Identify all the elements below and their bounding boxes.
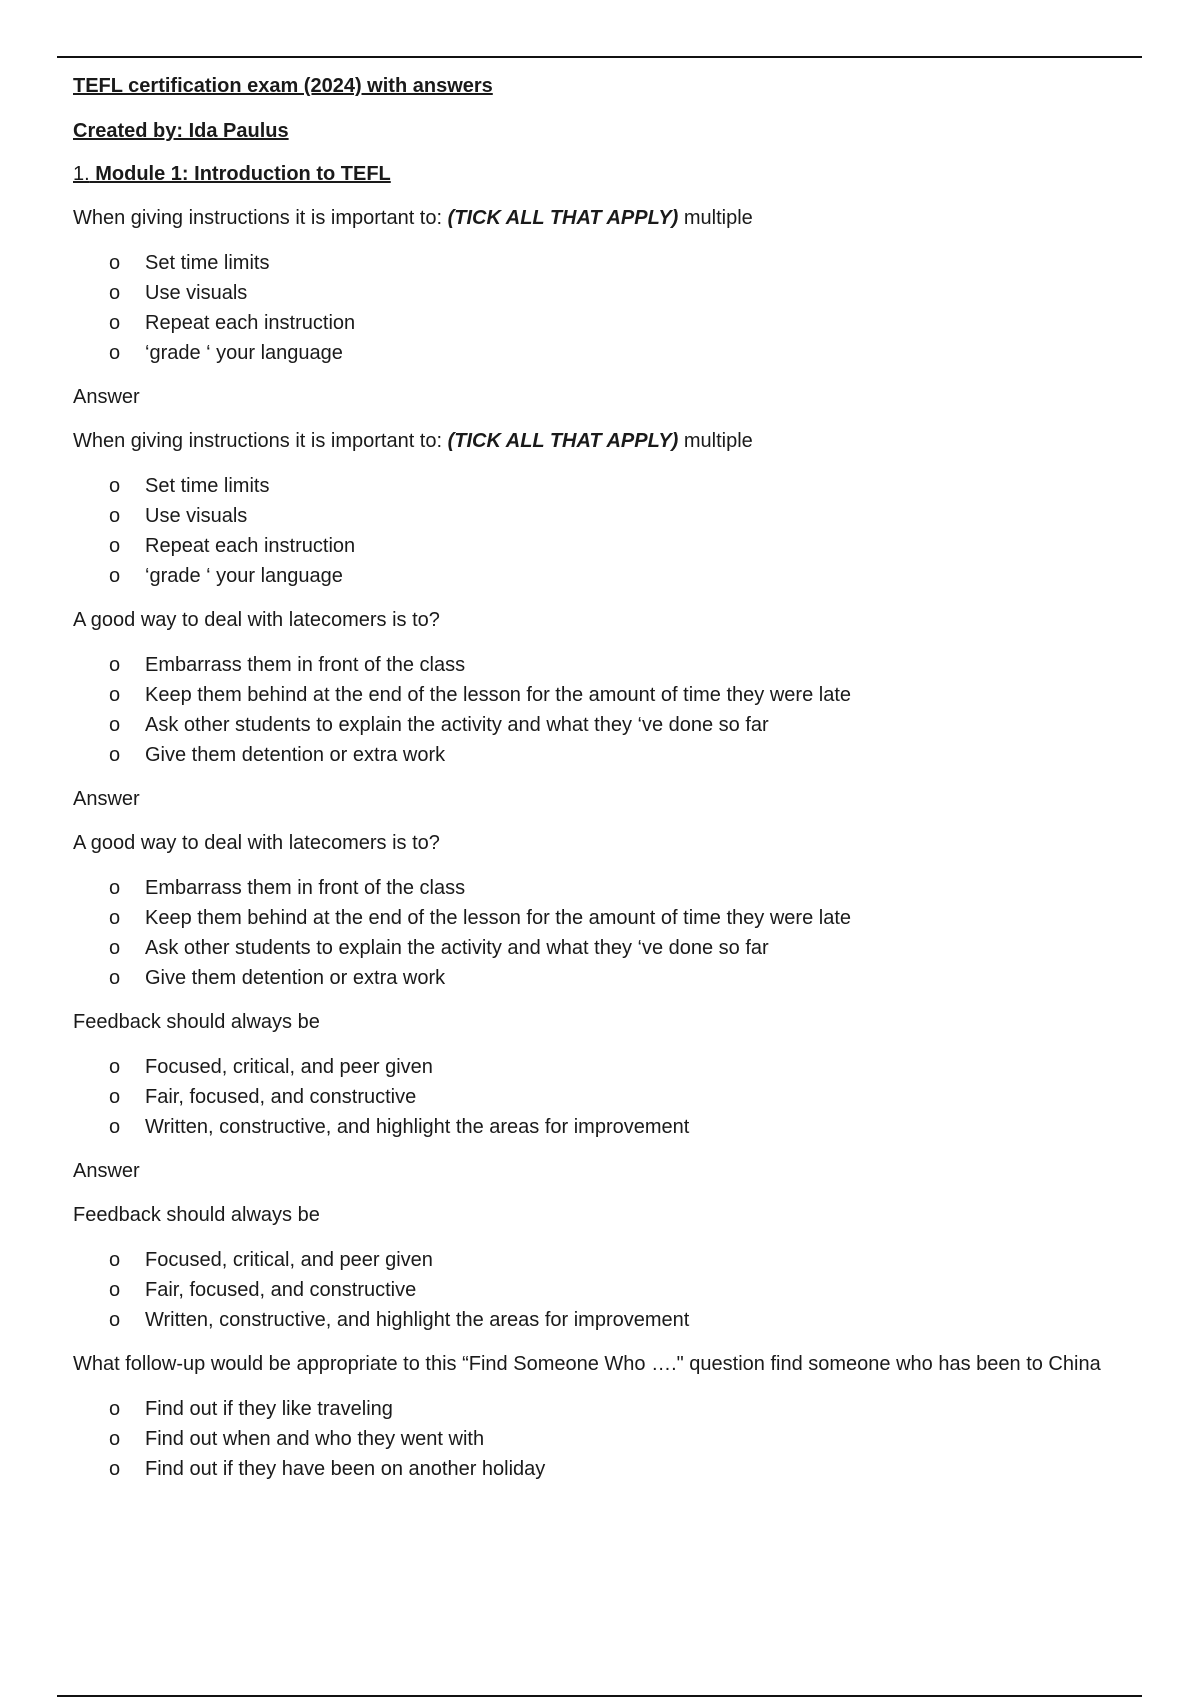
- answer-label: Answer: [73, 1160, 140, 1182]
- bullet-icon: o: [109, 877, 121, 899]
- bullet-icon: o: [109, 1056, 121, 1078]
- bullet-icon: o: [109, 475, 121, 497]
- bullet-icon: o: [109, 1458, 121, 1480]
- question-4-prompt: What follow-up would be appropriate to this “Find Someone Who …." question find someone who has been to China: [73, 1353, 1101, 1375]
- answer-option-item: o Keep them behind at the end of the lesson for the amount of time they were late: [73, 903, 1143, 933]
- question-1-answer-options: [73, 471, 1143, 591]
- answer-option-item: o Ask other students to explain the activity and what they ‘ve done so far: [73, 933, 1143, 963]
- question-3-answer-options: [73, 1245, 1143, 1335]
- top-rule: [57, 56, 1142, 58]
- option-item: o Focused, critical, and peer given: [73, 1052, 1143, 1082]
- document-title: TEFL certification exam (2024) with answers: [73, 75, 493, 97]
- answer-option-item: o Repeat each instruction: [73, 531, 1143, 561]
- bullet-icon: o: [109, 505, 121, 527]
- bullet-icon: o: [109, 684, 121, 706]
- option-item: o Find out if they like traveling: [73, 1394, 1143, 1424]
- question-1-prompt: When giving instructions it is important to: (TICK ALL THAT APPLY) multiple: [73, 207, 753, 229]
- answer-option-item: o Give them detention or extra work: [73, 963, 1143, 993]
- bottom-rule: [57, 1695, 1142, 1697]
- question-1-answer-prompt: When giving instructions it is important to: (TICK ALL THAT APPLY) multiple: [73, 430, 753, 452]
- question-2-answer-options: [73, 873, 1143, 993]
- option-item: o Repeat each instruction: [73, 308, 1143, 338]
- answer-option-item: o Focused, critical, and peer given: [73, 1245, 1143, 1275]
- bullet-icon: o: [109, 654, 121, 676]
- document-author: Created by: Ida Paulus: [73, 120, 289, 142]
- bullet-icon: o: [109, 1279, 121, 1301]
- question-4-options: [73, 1394, 1143, 1484]
- option-item: o Ask other students to explain the activity and what they ‘ve done so far: [73, 710, 1143, 740]
- bullet-icon: o: [109, 1116, 121, 1138]
- question-3-options: [73, 1052, 1143, 1142]
- module-heading: [73, 160, 1143, 188]
- document-page: [73, 72, 1143, 1499]
- answer-label: Answer: [73, 788, 140, 810]
- option-item: o ‘grade ‘ your language: [73, 338, 1143, 368]
- bullet-icon: o: [109, 1398, 121, 1420]
- answer-label: Answer: [73, 386, 140, 408]
- answer-option-item: o Use visuals: [73, 501, 1143, 531]
- question-3-prompt: Feedback should always be: [73, 1011, 320, 1033]
- bullet-icon: o: [109, 714, 121, 736]
- bullet-icon: o: [109, 1086, 121, 1108]
- option-item: o Give them detention or extra work: [73, 740, 1143, 770]
- answer-option-item: o Written, constructive, and highlight the areas for improvement: [73, 1305, 1143, 1335]
- bullet-icon: o: [109, 312, 121, 334]
- option-item: o Find out if they have been on another holiday: [73, 1454, 1143, 1484]
- question-1-options: [73, 248, 1143, 368]
- bullet-icon: o: [109, 342, 121, 364]
- bullet-icon: o: [109, 967, 121, 989]
- bullet-icon: o: [109, 252, 121, 274]
- question-2-options: [73, 650, 1143, 770]
- bullet-icon: o: [109, 907, 121, 929]
- option-item: o Use visuals: [73, 278, 1143, 308]
- bullet-icon: o: [109, 535, 121, 557]
- answer-option-item: o Embarrass them in front of the class: [73, 873, 1143, 903]
- question-2-answer-prompt: A good way to deal with latecomers is to?: [73, 832, 440, 854]
- option-item: o Fair, focused, and constructive: [73, 1082, 1143, 1112]
- module-title: Module 1: Introduction to TEFL: [89, 163, 391, 185]
- question-2-prompt: A good way to deal with latecomers is to?: [73, 609, 440, 631]
- option-item: o Find out when and who they went with: [73, 1424, 1143, 1454]
- answer-option-item: o Fair, focused, and constructive: [73, 1275, 1143, 1305]
- option-item: o Set time limits: [73, 248, 1143, 278]
- question-3-answer-prompt: Feedback should always be: [73, 1204, 320, 1226]
- bullet-icon: o: [109, 937, 121, 959]
- bullet-icon: o: [109, 1428, 121, 1450]
- bullet-icon: o: [109, 282, 121, 304]
- option-item: o Written, constructive, and highlight the areas for improvement: [73, 1112, 1143, 1142]
- bullet-icon: o: [109, 1249, 121, 1271]
- option-item: o Keep them behind at the end of the lesson for the amount of time they were late: [73, 680, 1143, 710]
- module-number: 1.: [73, 163, 90, 185]
- option-item: o Embarrass them in front of the class: [73, 650, 1143, 680]
- bullet-icon: o: [109, 744, 121, 766]
- bullet-icon: o: [109, 1309, 121, 1331]
- answer-option-item: o Set time limits: [73, 471, 1143, 501]
- bullet-icon: o: [109, 565, 121, 587]
- answer-option-item: o ‘grade ‘ your language: [73, 561, 1143, 591]
